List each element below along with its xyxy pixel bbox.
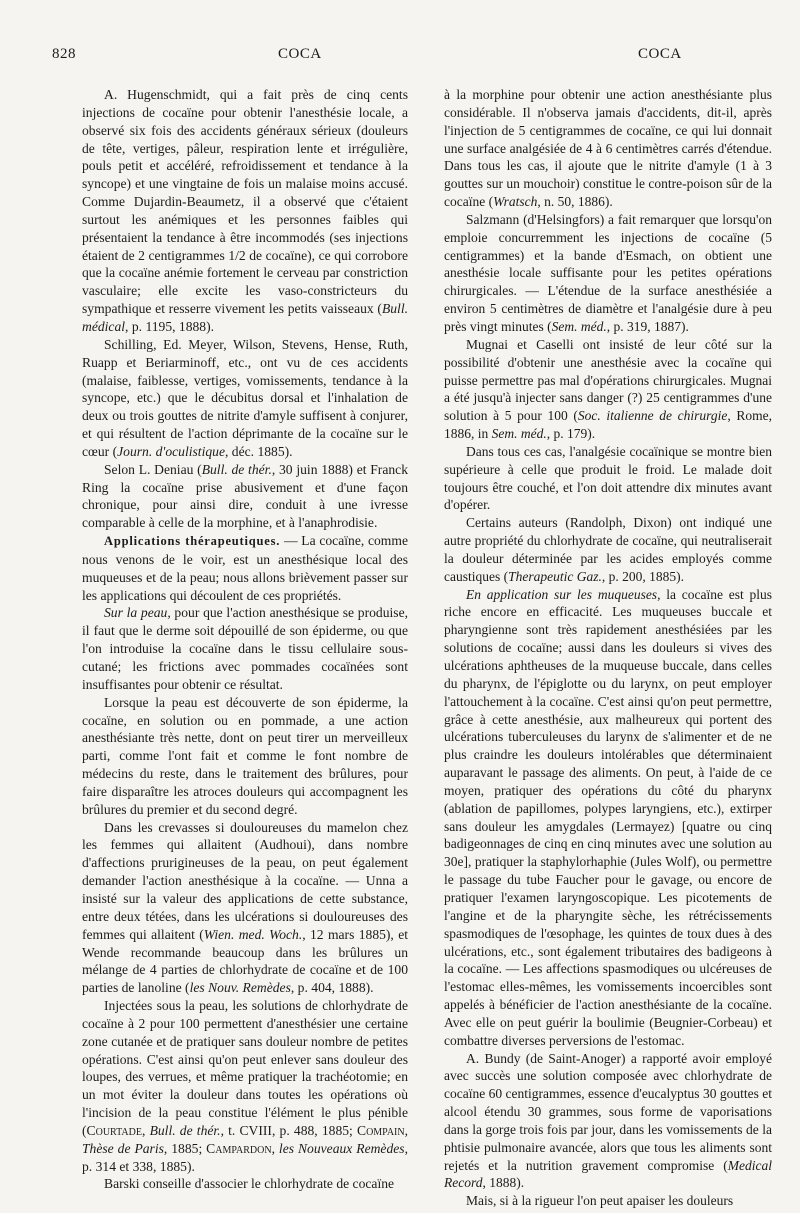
subsection-lead: Sur la peau, [104,605,171,621]
paragraph-crevasses: Dans les crevasses si douloureuses du mamelon chez les femmes qui allaitent (Audhoui), dans nombre d'affections prurigineuses de la peau, on peut également demander l'action anesthésique à la cocaïne. — Unna a insisté sur la valeur des applications de cette substance, entre deux tétées, dans les ulcérations si douloureuses des femmes qui allaitent (Wien. med. Woch., 12 mars 1885), et Wende recommande beaucoup dans les brûlures un mélange de 4 parties de chlorhydrate de cocaïne et de 100 parties de lanoline (les Nouv. Remèdes, p. 404, 1888). [82,819,409,996]
paragraph-deniau: Selon L. Deniau (Bull. de thér., 30 juin 1888) et Franck Ring la cocaïne prise abusivement et d'une façon chronique, pour ainsi dire, conduit à une ivresse comparable à celle de la morphine, et à l'anaphrodisie. [82,461,408,531]
left-running-head: COCA [278,46,322,62]
paragraph-epiderme: Lorsque la peau est découverte de son épiderme, la cocaïne, en solution ou en pommade, a une action anesthésiante très nette, dont on peut tirer un merveilleux parti, comme l'ont fait et comme le font nombre de médecins du reste, dans le traitement des brûlures, pour faire disparaître les atroces douleurs qui accompagnent les brûlures du premier et du second degré. [82,694,408,817]
paragraph-injectees: Injectées sous la peau, les solutions de chlorhydrate de cocaïne à 2 pour 100 permettent d'anesthésier une certaine zone cutanée et de pratiquer sans douleur nombre de petites opérations. C'est ainsi qu'on peut enlever sans douleur des loupes, des verrues, et même pratiquer la trachéotomie; en un mot éviter la douleur dans toutes les opérations où l'incision de la peau constitue l'élément le plus pénible (Courtade, Bull. de thér., t. CVIII, p. 488, 1885; Compain, Thèse de Paris, 1885; Campardon, les Nouveaux Remèdes, p. 314 et 338, 1885). [82,998,409,1174]
page-number: 828 [52,46,76,62]
left-column [82,86,408,1193]
paragraph-analgesie: Dans tous ces cas, l'analgésie cocaïnique se montre bien supérieure à celle que produit le froid. Le malade doit toujours être couché, et l'on doit attendre dix minutes avant d'opérer. [444,443,772,513]
right-column [444,86,772,1210]
paragraph-bundy: A. Bundy (de Saint-Anoger) a rapporté avoir employé avec succès une solution composée avec chlorhydrate de cocaïne 60 centigrammes, essence d'eucalyptus 30 gouttes et alcool étendu 30 grammes, sous forme de vaporisations dans la gorge trois fois par jour, dans les vomissements de la phtisie pulmonaire avancée, alors que tous les aliments sont rejetés et la nutrition gravement compromise (Medical Record, 1888). [444,1050,772,1191]
subsection-lead: En application sur les muqueuses, [466,586,661,602]
paragraph-salzmann: Salzmann (d'Helsingfors) a fait remarquer que lorsqu'on emploie concurremment les injections de cocaïne (5 centigrammes) et la bande d'Esmach, on obtient une anesthésie locale suffisante pour les petites opérations chirurgicales. — L'étendue de la surface anesthésiée a environ 5 centimètres de diamètre et l'analgésie dure à peu près vingt minutes (Sem. méd., p. 319, 1887). [444,211,772,334]
paragraph-applications: Applications thérapeutiques. — La cocaïne, comme nous venons de le voir, est un anesthésique local des muqueuses et de la peau; nous allons brièvement passer sur les applications qui découlent de ces propriétés. [82,533,408,603]
paragraph-schilling: Schilling, Ed. Meyer, Wilson, Stevens, Hense, Ruth, Ruapp et Beriarminoff, etc., ont vu de ces accidents (malaise, faiblesse, vertiges, vomissements, tendance à la syncope, etc.) que le décubitus dorsal et l'inhalation de deux ou trois gouttes de nitrite d'amyle suffisent à conjurer, et qui résultent de l'action déprimante de la cocaïne sur le cœur (Journ. d'oculistique, déc. 1885). [82,336,408,459]
paragraph-morphine: à la morphine pour obtenir une action anesthésiante plus considérable. Il n'observa jamais d'accidents, dit-il, après l'injection de 5 centigrammes de cocaïne, ce qui lui donnait une surface analgésiée de 4 à 6 centimètres carrés d'étendue. Dans tous les cas, il ajoute que le nitrite d'amyle (1 à 3 gouttes sur un mouchoir) constitue le contre-poison sûr de la cocaïne (Wratsch, n. 50, 1886). [444,87,772,210]
right-running-head: COCA [638,46,682,62]
paragraph-sur-la-peau: Sur la peau, pour que l'action anesthésique se produise, il faut que le derme soit dépouillé de son épiderme, ou que l'on introduise la cocaïne dans le tissu cellulaire sous-cutané; les frictions avec pommades cocaïnées sont insuffisantes pour obtenir ce résultat. [82,605,408,692]
running-header [52,46,770,72]
paragraph-barski: Barski conseille d'associer le chlorhydrate de cocaïne [104,1176,395,1192]
paragraph-certains-auteurs: Certains auteurs (Randolph, Dixon) ont indiqué une autre propriété du chlorhydrate de cocaïne, qui neutraliserait la douleur déterminée par les acides employés comme caustiques (Therapeutic Gaz., p. 200, 1885). [444,515,772,584]
paragraph-mais: Mais, si à la rigueur l'on peut apaiser les douleurs [466,1193,734,1209]
paragraph-mugnai: Mugnai et Caselli ont insisté de leur côté sur la possibilité d'obtenir une anesthésie avec la cocaïne qui puisse permettre pas mal d'opérations chirurgicales. Mugnai a été jusqu'à injecter sans danger (?) 25 centigrammes d'une solution à 5 pour 100 (Soc. italienne de chirurgie, Rome, 1886, in Sem. méd., p. 179). [444,336,773,442]
paragraph-hugenschmidt: A. Hugenschmidt, qui a fait près de cinq cents injections de cocaïne pour obtenir l'anesthésie locale, a observé six fois des accidents généraux sérieux (douleurs de tête, vertiges, pâleur, respiration lente et irrégulière, pouls petit et accéléré, refroidissement et tendance à la syncope) et une vingtaine de fois un malaise moins accusé. Comme Dujardin-Beaumetz, il a observé que c'étaient surtout les anémiques et les personnes faibles qui présentaient la tendance à être incommodés (ses injections étaient de 2 centigrammes 1/2 de cocaïne), ce qui corrobore que la cocaïne anémie fortement le cerveau par constriction vasculaire; elle excite les vaso-constricteurs du sympathique et resserre vivement les petits vaisseaux (Bull. médical, p. 1195, 1888). [82,87,408,334]
paragraph-muqueuses: En application sur les muqueuses, la cocaïne est plus riche encore en efficacité. Les muqueuses buccale et pharyngienne sont très rapidement anesthésiées par les solutions de cocaïne; aussi dans les douleurs si vives des ulcérations aphtheuses de la muqueuse buccale, dans celles du pharynx, de l'épiglotte ou du larynx, on peut employer l'attouchement à la cocaïne. C'est ainsi qu'on peut permettre, grâce à cette anesthésie, aux malheureux qui portent des ulcérations tuberculeuses du larynx de s'alimenter et de ne plus craindre les douleurs intolérables que déterminaient auparavant le passage des aliments. On peut, à l'aide de ce moyen, pratiquer des opérations du côté du pharynx (ablation de papillomes, polypes laryngiens, etc.), extirper sans douleur les amygdales (Lermayez) [quatre ou cinq badigeonnages de cinq en cinq minutes avec une solution au 30e], pratiquer la staphylorhaphie (Jules Wolf), ou permettre le passage du tube Faucher pour le gavage, ou encore de pratiquer l'examen laryngoscopique. Les picotements de l'angine et de la pharyngite sèche, les rétrécissements spasmodiques de l'œsophage, les quintes de toux dues à des ulcérations, etc., sont également tributaires des badigeons à la cocaïne. — Les affections spasmodiques ou ulcéreuses de l'estomac elles-mêmes, les vomissements incoercibles sont appelés à bénéficier de l'action anesthésiante de la cocaïne. Avec elle on peut guérir la boulimie (Beugnier-Corbeau) et combattre diverses perversions de l'estomac. [444,586,772,1048]
section-heading: Applications thérapeutiques. [104,534,281,549]
